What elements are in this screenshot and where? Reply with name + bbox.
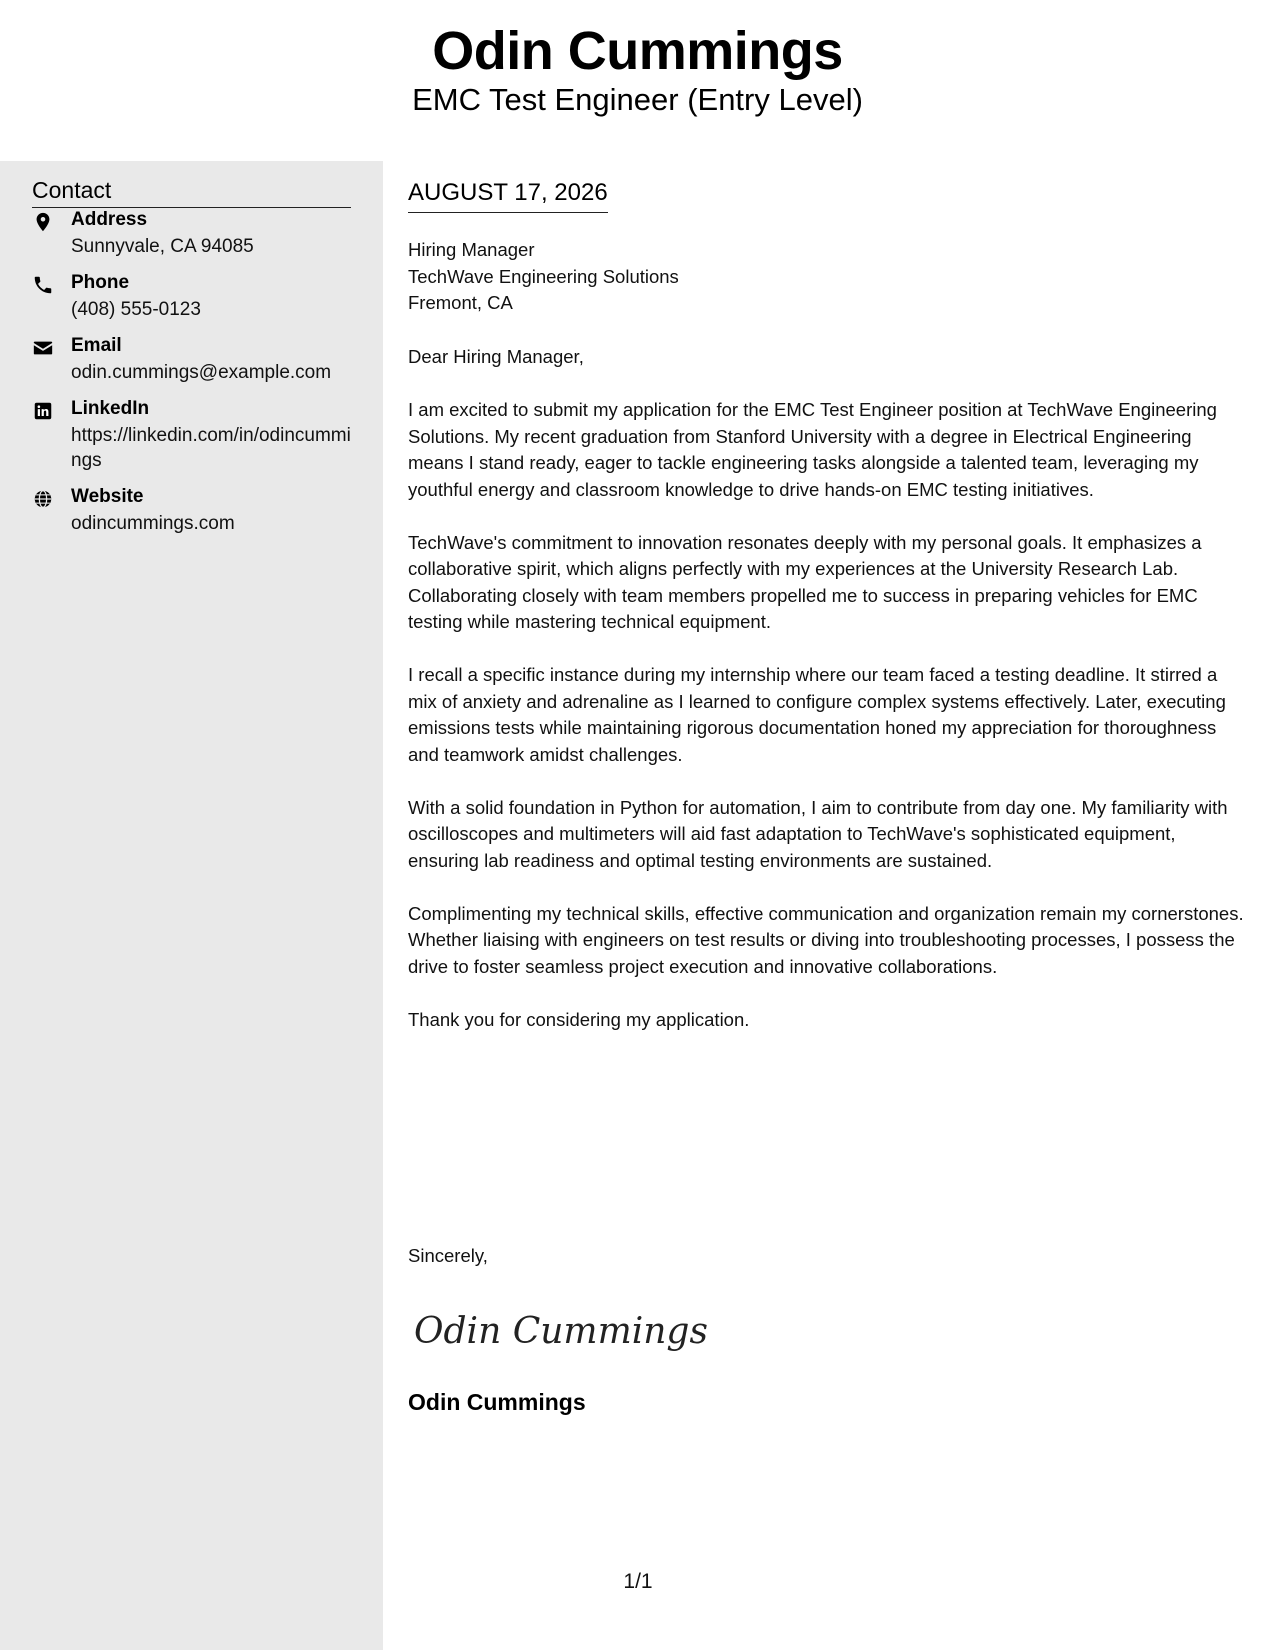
recipient-block xyxy=(408,237,679,317)
phone-label: Phone xyxy=(71,272,130,293)
applicant-name: Odin Cummings xyxy=(432,21,843,81)
letter-paragraph: With a solid foundation in Python for automation, I aim to contribute from day one. My familiarity with oscilloscopes and multimeters will aid fast adaptation to TechWave's sophisticated equipment, ensuring lab readiness and optimal testing environments are sustained. xyxy=(408,796,1228,871)
address-value: Sunnyvale, CA 94085 xyxy=(71,236,254,257)
signature-text: Odin Cummings xyxy=(414,1311,708,1352)
letter-paragraph: I recall a specific instance during my internship where our team faced a testing deadline. It stirred a mix of anxiety and adrenaline as I learned to configure complex systems effectively. Later, executing emissions tests while maintaining rigorous documentation honed my appreciation for thoroughness and teamwork amidst challenges. xyxy=(408,664,1226,765)
signature xyxy=(410,1301,708,1361)
letter-paragraph: Thank you for considering my application. xyxy=(408,1008,750,1030)
globe-icon xyxy=(32,488,54,510)
signer-name: Odin Cummings xyxy=(408,1389,586,1415)
contact-heading: Contact xyxy=(32,177,351,208)
recipient-line: Fremont, CA xyxy=(408,292,513,313)
salutation: Dear Hiring Manager, xyxy=(408,346,584,367)
website-value[interactable]: odincummings.com xyxy=(71,513,235,534)
map-pin-icon xyxy=(32,211,54,233)
email-value[interactable]: odin.cummings@example.com xyxy=(71,362,332,383)
letter-header xyxy=(0,0,1275,161)
recipient-line: TechWave Engineering Solutions xyxy=(408,265,679,287)
address-label: Address xyxy=(71,209,148,230)
letter-paragraph: TechWave's commitment to innovation resonates deeply with my personal goals. It emphasizes a collaborative spirit, which aligns perfectly with my experiences at the University Research Lab. Collaborating closely with team members propelled me to success in preparing vehicles for EMC testing while mastering technical equipment. xyxy=(408,531,1202,632)
letter-paragraph: I am excited to submit my application for the EMC Test Engineer position at TechWave Engineering Solutions. My recent graduation from Stanford University with a degree in Electrical Engineering means I stand ready, eager to tackle engineering tasks alongside a talented team, leveraging my youthful energy and classroom knowledge to drive hands-on EMC testing initiatives. xyxy=(408,399,1217,500)
linkedin-value[interactable]: https://linkedin.com/in/odincummings xyxy=(71,425,351,471)
envelope-icon xyxy=(32,337,54,359)
letter-paragraph: Complimenting my technical skills, effective communication and organization remain my cornerstones. Whether liaising with engineers on test results or diving into troubleshooting processes, I possess the drive to foster seamless project execution and innovative collaborations. xyxy=(408,902,1244,977)
page-number: 1/1 xyxy=(623,1570,653,1593)
closing: Sincerely, xyxy=(408,1245,488,1266)
linkedin-label: LinkedIn xyxy=(71,398,150,419)
letter-date: AUGUST 17, 2026 xyxy=(408,179,608,213)
job-title: EMC Test Engineer (Entry Level) xyxy=(412,82,863,117)
linkedin-icon xyxy=(32,400,54,422)
recipient-line: Hiring Manager xyxy=(408,239,535,260)
letter-text xyxy=(408,344,1248,1060)
phone-value: (408) 555-0123 xyxy=(71,299,201,320)
phone-icon xyxy=(32,274,54,296)
email-label: Email xyxy=(71,335,122,356)
contact-sidebar xyxy=(0,161,383,1650)
website-label: Website xyxy=(71,486,144,507)
